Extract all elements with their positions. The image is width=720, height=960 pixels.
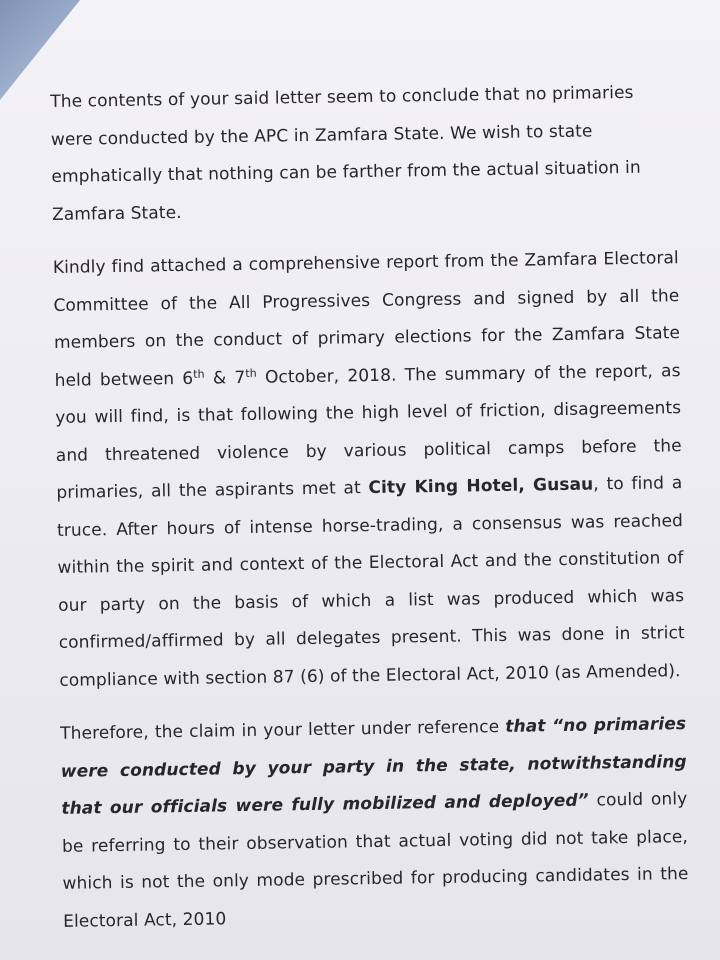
paragraph-2-text-c: October, 2018. The summary of the report, as you will find, is that following the high level of friction, disagreements and threatened violence by various political camps before the primaries, all the aspirants met at: [55, 360, 682, 503]
paragraph-2-text-a: Kindly find attached a comprehensive report from the Zamfara Electoral Committee of the All Progressives Congress and signed by all the members on the conduct of primary elections for the Zamfara State held between 6: [52, 248, 681, 391]
paragraph-1: [50, 74, 678, 234]
paragraph-3-text-b: could only be referring to their observation that actual voting did not take place, which is not the only mode prescribed for producing candidates in the Electoral Act, 2010: [61, 789, 689, 932]
quoted-claim: that “no primaries were conducted by your party in the state, notwithstanding that our officials were fully mobilized and deployed”: [60, 714, 687, 819]
paragraph-2-text-b: & 7: [204, 367, 246, 389]
paragraph-3: [60, 706, 689, 941]
superscript-th-1: th: [193, 367, 205, 381]
paragraph-2: [53, 240, 686, 700]
superscript-th-2: th: [245, 366, 257, 380]
venue-name: City King Hotel, Gusau: [368, 474, 594, 499]
letter-body: [50, 74, 690, 957]
paragraph-2-text-d: , to find a truce. After hours of intense horse-trading, a consensus was reached within the spirit and context of the Electoral Act and the constitution of our party on the basis of which a list was produced which was confirmed/affirmed by all delegates present. This was done in strict compliance with section 87 (6) of the Electoral Act, 2010 (as Amended).: [56, 473, 685, 691]
paragraph-3-text-a: Therefore, the claim in your letter under reference: [60, 716, 506, 744]
paragraph-1-text: The contents of your said letter seem to conclude that no primaries were conducted by the APC in Zamfara State. We wish to state emphatically that nothing can be farther from the actual situation in Zamfara State.: [50, 82, 641, 225]
